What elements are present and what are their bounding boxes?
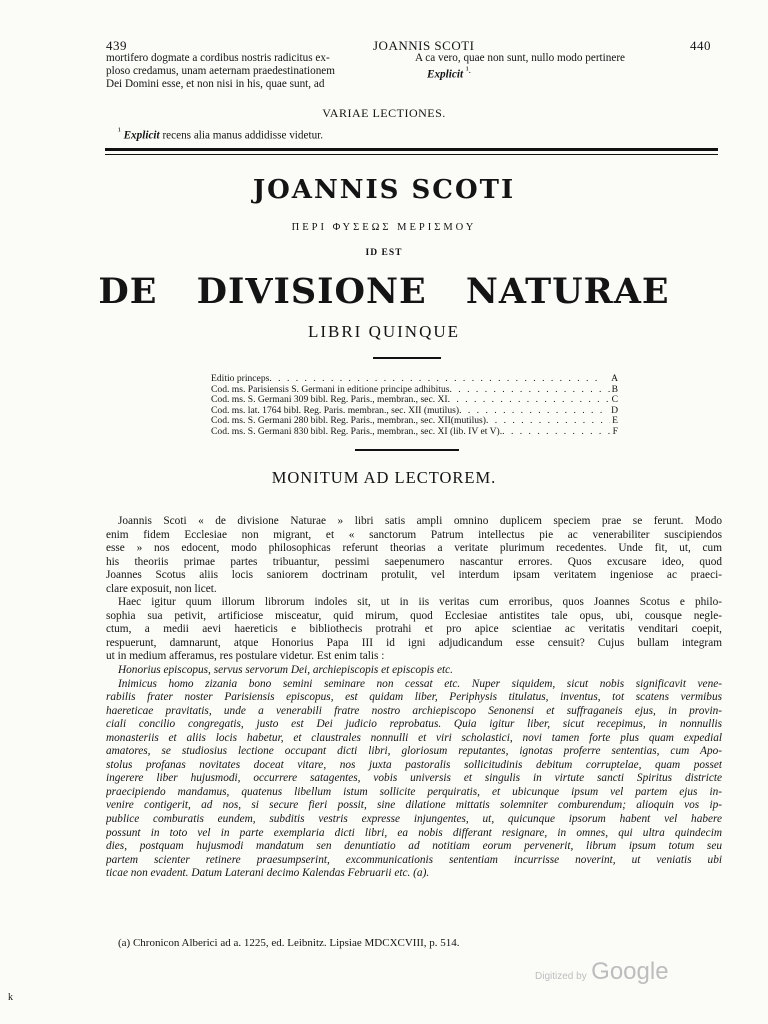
- bull-line: stolus profanas novitates doceat vitare, nos juxta pastoralis sollicitudinis debitum corruptelae, quam posset: [106, 758, 722, 771]
- monitum-heading: MONITUM AD LECTOREM.: [271, 468, 497, 487]
- bull-line: rabilis frater noster Parisiensis episcopus, est quidam liber, Periphysis titulatus, inventus, tot scatens vermibus: [106, 691, 722, 704]
- previous-text-line: ploso credamus, unam aeternam praedestinationem: [106, 65, 335, 77]
- text-line: ut in medium afferamus, res postulare videtur. Est enim talis :: [106, 650, 385, 663]
- text-line: respuerunt, damnarunt, atque Honorius Papa III id igni adjudicandum esse censuit? Cujus bullam integram: [106, 636, 722, 649]
- sigla-rule: [355, 449, 459, 451]
- note-number: ¹: [118, 127, 121, 137]
- main-title: DE DIVISIONE NATURAE: [98, 271, 670, 312]
- left-page-number: 439: [106, 38, 127, 53]
- bull-line: partem scienter retinere praesumpserint, excommunicationis sententiam incurrisse noverint, ut veniatis ubi: [106, 853, 722, 866]
- sigla-row: Cod. ms. lat. 1764 bibl. Reg. Paris. membran., sec. XII (mutilus) . . . D: [211, 406, 618, 417]
- id-est-label: ID EST: [365, 248, 403, 258]
- watermark-prefix: Digitized by: [535, 971, 587, 982]
- author-heading: JOANNIS SCOTI: [252, 175, 516, 205]
- text-line: Joannis Scoti « de divisione Naturae » libri satis ampli omnino duplicem speciem prae se ferunt. Modo: [118, 515, 722, 527]
- right-page-number: 440: [690, 38, 711, 53]
- bull-line: Inimicus homo zizania bono semini seminare non cessat etc. Nuper siquidem, sicut nobis significavit vene-: [118, 677, 722, 690]
- bull-line: ciali concilio congregatis, justo est Dei judicio reprobatus. Quia igitur liber, sicut recepimus, in nonnullis: [106, 718, 722, 731]
- subtitle: LIBRI QUINQUE: [307, 322, 461, 341]
- google-watermark: [535, 958, 669, 986]
- text-line: ctum, a medii aevi haereticis e bibliothecis protrahi et pro apice scientiae ac veritatis venditari coepit,: [106, 623, 722, 636]
- bull-line: monasteriis et aliis locis habetur, et claustrales nonnulli et viri scholastici, novi tamen forte plus quam expedial: [106, 731, 722, 744]
- previous-text-right-column: [415, 52, 715, 82]
- sigla-row: Cod. ms. S. Germani 309 bibl. Reg. Paris., membran., sec. XI . . . C: [211, 395, 618, 406]
- bull-line: possunt in toto vel in parte exemplaria dicti libri, ea nobis differant resignare, in omnes, qui ultra quindecim: [106, 826, 722, 839]
- sigla-row: Cod. ms. Parisiensis S. Germani in editione principe adhibitus . . . B: [211, 385, 618, 396]
- title-rule: [373, 357, 441, 359]
- sigla-row: Editio princeps . . . A: [211, 374, 618, 385]
- section-divider: [105, 148, 718, 151]
- previous-text-line: Dei Domini esse, et non nisi in his, quae sunt, ad: [106, 78, 325, 90]
- variae-lectiones-heading: VARIAE LECTIONES.: [322, 106, 446, 120]
- previous-text-left-column: [106, 52, 406, 91]
- sigla-row: Cod. ms. S. Germani 830 bibl. Reg. Paris., membran., sec. XI (lib. IV et V). . . . F: [211, 427, 618, 438]
- text-line: Joannes Scotus aliis locis saniorem doctrinam protulit, vel interdum ipsam veritatem ingeniose ac praeci-: [106, 569, 722, 582]
- text-line: clare exposuit, non licet.: [106, 582, 217, 595]
- previous-text-line: mortifero dogmate a cordibus nostris radicitus ex-: [106, 52, 330, 64]
- text-line: sophia sua petivit, artificiose misceatur, quid mirum, quod Ecclesiae antistites tale opus, ubi, cousque negle-: [106, 609, 722, 622]
- bull-line: amatores, se studiosius lectione occupant dicti libri, gloriosum reputantes, ignotas proferre sententias, cum Apo-: [106, 745, 722, 758]
- previous-text-line: A ca vero, quae non sunt, nullo modo pertinere: [415, 52, 626, 64]
- bull-line: Honorius episcopus, servus servorum Dei, archiepiscopis et episcopis etc.: [118, 664, 453, 677]
- bull-line: ticae non evadent. Datum Laterani decimo Kalendas Februarii etc. (a).: [106, 867, 430, 880]
- sigla-list: [211, 374, 618, 438]
- footnote: (a) Chronicon Alberici ad a. 1225, ed. Leibnitz. Lipsiae MDCXCVIII, p. 514.: [118, 937, 460, 949]
- text-line: enim fidem Ecclesiae non migrant, et « sanctorum Patrum intellectus pie ac venerabiliter suscipiendos: [106, 528, 722, 541]
- text-line: Haec igitur quum illorum librorum indoles sit, ut in iis veritas cum erroribus, quos Joannes Scotus e philo-: [118, 596, 722, 609]
- bull-line: praecipiendo mandamus, quatenus libellum istum sollicite perquiratis, et ubicunque ipsum vel partem ejus in-: [106, 785, 722, 798]
- bull-line: ingerere liber hujusmodi, occurrere satagentes, vobis universis et singulis in virtute sancti Spiritus districte: [106, 772, 722, 785]
- explicit-word: Explicit: [427, 68, 464, 81]
- text-line: his theoriis primae partes tribuantur, pessimi saepenumero nascantur errores. Quos excusare ideo, quod: [106, 555, 722, 568]
- monitum-text: [106, 515, 722, 881]
- bull-line: venire contigerit, ad nos, si secure fieri possit, sine dilatione mittatis solemniter comburendum; alioquin vos ip-: [106, 799, 722, 812]
- bull-line: haereticae pravitatis, unde a venerabili fratre nostro archiepiscopo Senonensi et suffraganeis ejus, in provin-: [106, 704, 722, 717]
- note-text: recens alia manus addidisse videtur.: [162, 129, 324, 142]
- greek-title: ΠΕΡΙ ΦΥΣΕΩΣ ΜΕΡΙΣΜΟΥ: [291, 222, 477, 233]
- bull-line: publice comburatis eundem, subditis vestris expresse injungentes, ut, quicunque ipsorum habent vel habere: [106, 813, 722, 826]
- section-divider-thin: [105, 154, 718, 155]
- sigla-row: Cod. ms. S. Germani 280 bibl. Reg. Paris., membran., sec. XII(mutilus) . . . E: [211, 416, 618, 427]
- bull-line: dies, postquam hujusmodi mandatum sen denuntiatio ad notitiam eorum pervenerit, librum ipsum totum seu: [106, 840, 722, 853]
- text-line: esse » nos edocent, modo philosophicas referunt theorias a veritate plurimum recedentes. Unde fit, ut, cum: [106, 542, 722, 555]
- margin-mark: k: [8, 992, 13, 1003]
- variae-lectiones-note: [118, 126, 323, 143]
- footnote-mark: ¹.: [465, 66, 471, 76]
- google-logo: Google: [591, 958, 669, 985]
- running-title: JOANNIS SCOTI: [373, 38, 475, 53]
- note-keyword: Explicit: [123, 129, 160, 142]
